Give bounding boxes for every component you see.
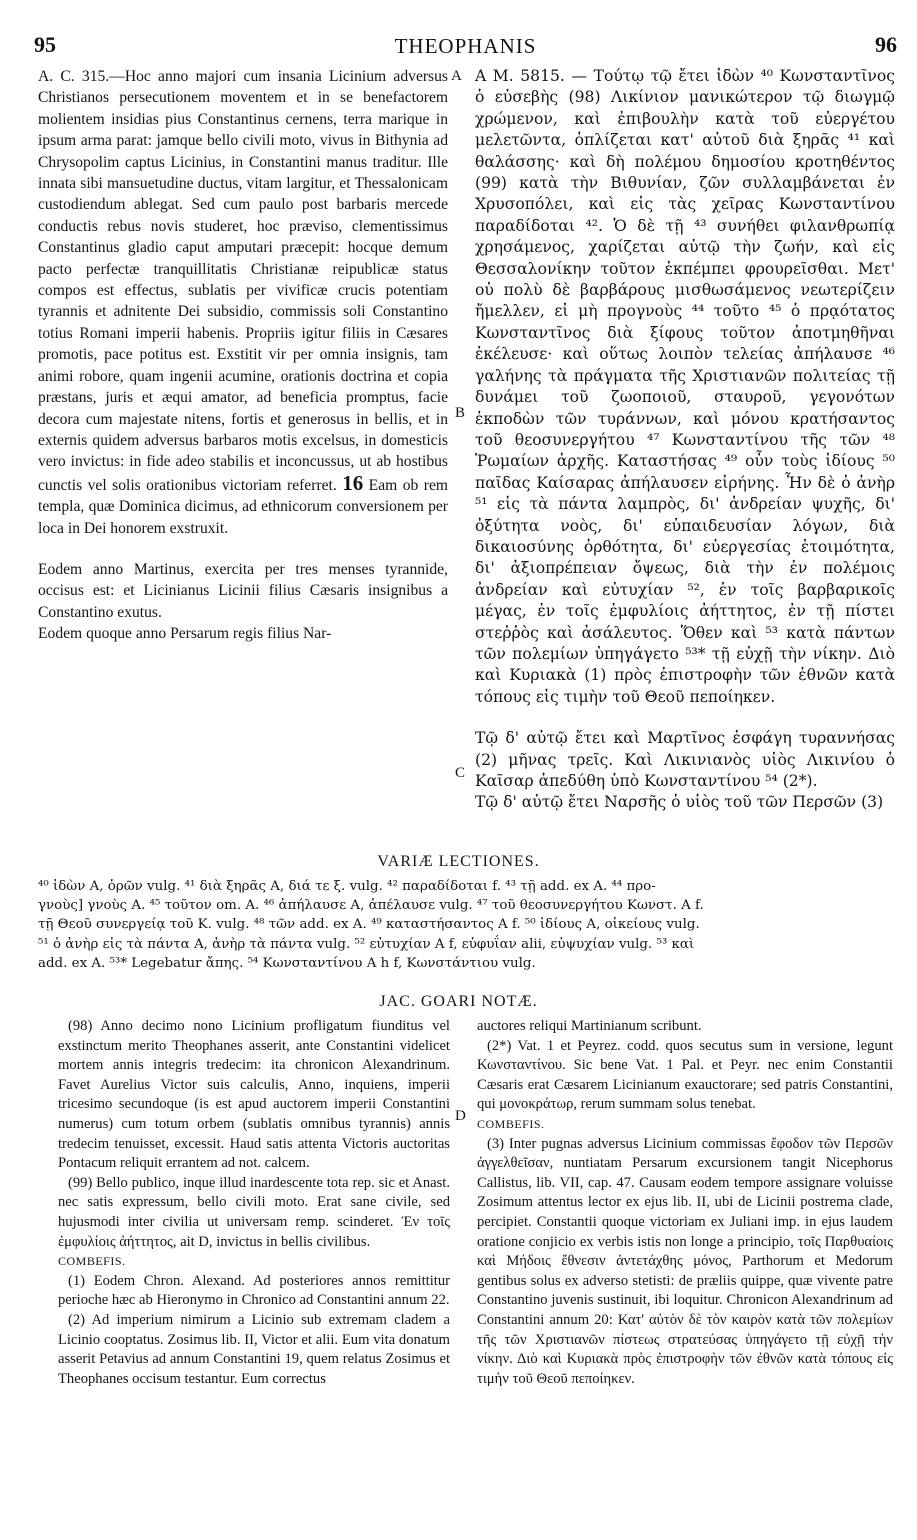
page-number-right: 96 <box>875 32 897 57</box>
margin-marker-b: B <box>455 405 466 421</box>
column-number-marker: 16 <box>342 470 364 495</box>
page-number-left: 95 <box>34 32 56 57</box>
variant-line: τῇ Θεοῦ συνεργείᾳ τοῦ K. vulg. ⁴⁸ τῶν add. ex A. ⁴⁹ καταστήσαντος A f. ⁵⁰ ἰδίους A, οἰκείους vulg. <box>38 917 700 933</box>
latin-paragraph <box>38 66 448 539</box>
paragraph-gap <box>475 708 895 728</box>
greek-column <box>475 66 895 814</box>
note-signature: COMBEFIS. <box>477 1116 545 1131</box>
margin-marker-c: C <box>455 765 466 781</box>
note-2-continued: auctores reliqui Martinianum scribunt. <box>477 1018 702 1034</box>
greek-paragraph: Α Μ. 5815. — Τούτῳ τῷ ἔτει ἰδὼν ⁴⁰ Κωνσταντῖνος ὁ εὐσεβὴς (98) Λικίνιον μανικώτερον τῷ διωγμῷ χρώμενον, καὶ ἐπιβουλὴν κατὰ τοῦ εὐεργέτου μελετῶντα, ὁπλίζεται κατ' αὐτοῦ διὰ ξηρᾶς ⁴¹ καὶ θαλάσσης· καὶ δὴ πολέμου δημοσίου κροτηθέντος (99) κατὰ τὴν Βιθυνίαν, ζῶν συλλαμβάνεται ἐν Χρυσοπόλει, καὶ εἰς τὰς χεῖρας Κωνσταντίνου παραδίδοται ⁴². Ὁ δὲ τῇ ⁴³ συνήθει φιλανθρωπίᾳ χρησάμενος, χαρίζεται αὐτῷ τὴν ζωήν, καὶ εἰς Θεσσαλονίκην τοῦτον ἐκπέμπει φρουρεῖσθαι. Μετ' οὐ πολὺ δὲ βαρβάρους μισθωσάμενος νεωτερίζειν ἤμελλεν, εἰ μὴ προγνοὺς ⁴⁴ τοῦτο ⁴⁵ ὁ πρᾳότατος Κωνσταντῖνος διὰ ξίφους τοῦτον ἀποτμηθῆναι ἐκέλευσε· καὶ οὕτως λοιπὸν τελείας ἀπήλαυσε ⁴⁶ γαλήνης τὰ πράγματα τῆς Χριστιανῶν πολιτείας τῇ δυνάμει τοῦ ζωοποιοῦ, σταυροῦ, γεγονότων ἐκποδὼν τῶν τυράννων, καὶ μόνου κρατήσαντος τοῦ θεοσυνεργήτου ⁴⁷ Κωνσταντίνου τῆς τῶν ⁴⁸ Ῥωμαίων ἀρχῆς. Καταστήσας ⁴⁹ οὖν τοὺς ἰδίους ⁵⁰ παῖδας Καίσαρας ἀπήλαυσεν εἰρήνης. Ἦν δὲ ὁ ἀνὴρ ⁵¹ εἰς τὰ πάντα λαμπρὸς, δι' ἀνδρείαν ψυχῆς, δι' ὀξύτητα νοὸς, δι' εὐπαιδευσίαν λόγων, διὰ δικαιοσύνης ὀρθότητα, δι' εὐεργεσίας ἑτοιμότητα, δι' ἀξιοπρέπειαν ὄψεως, διὰ τὴν ἐν πολέμοις ἀνδρείαν καὶ εὐτυχίαν ⁵², ἐν τοῖς βαρβαρικοῖς μέγας, ἐν τοῖς ἐμφυλίοις ἀήττητος, ἐν τῇ πίστει στεῤῥὸς καὶ ἀσάλευτος. Ὅθεν καὶ ⁵³ κατὰ πάντων τῶν πολεμίων ὑπηγάγετο ⁵³* τῇ εὐχῇ τὴν νίκην. Διὸ καὶ Κυριακὰ (1) πρὸς ἐπιστροφὴν τῶν ἐθνῶν κατὰ τόπους εἰς τιμὴν τοῦ Θεοῦ πεποίηκεν. <box>475 67 895 706</box>
note-99: (99) Bello publico, inque illud inardescente tota rep. sic et Anast. nec satis expressum, bello civili moto. Erat sane civile, sed hujusmodi inter civilia ut universam remp. scinderet. Ἐν τοῖς ἐμφυλίοις ἀήττητος, ait D, invictus in bellis civilibus. <box>58 1174 450 1250</box>
variant-line: add. ex A. ⁵³* Legebatur ἄπης. ⁵⁴ Κωνσταντίνου A h f, Κωνστάντιου vulg. <box>38 955 536 971</box>
greek-paragraph-narses: Τῷ δ' αὐτῷ ἔτει Ναρσῆς ὁ υἱὸς τοῦ τῶν Περσῶν (3) <box>475 793 884 812</box>
margin-marker-a: A <box>451 68 462 84</box>
latin-paragraph-narses: Eodem quoque anno Persarum regis filius Nar- <box>38 625 332 643</box>
notes-right-column <box>477 1017 893 1389</box>
note-1: (1) Eodem Chron. Alexand. Ad posteriores annos remittitur perioche hæc ab Hieronymo in Chronico ad Constantini annum 22. <box>58 1272 450 1309</box>
latin-column <box>38 66 448 645</box>
latin-text-end: Eam ob rem templa, quæ Dominica dicimus, ad ethnicorum conversionem per loca in Dei honorem exstruxit. <box>38 476 448 537</box>
note-signature: COMBEFIS. <box>58 1254 126 1269</box>
greek-paragraph-martinus: Τῷ δ' αὐτῷ ἔτει καὶ Μαρτῖνος ἐσφάγη τυραννήσας (2) μῆνας τρεῖς. Καὶ Λικινιανὸς υἱὸς Λικινίου ὁ Καῖσαρ ἀπεδύθη ὑπὸ Κωνσταντίνου ⁵⁴ (2*). <box>475 729 895 790</box>
variant-line: ⁴⁰ ἰδὼν A, ὁρῶν vulg. ⁴¹ διὰ ξηρᾶς A, διά τε ξ. vulg. ⁴² παραδίδοται f. ⁴³ τῇ add. ex A. ⁴⁴ προ- <box>38 879 656 894</box>
variae-lectiones-heading: VARIÆ LECTIONES. <box>377 853 540 870</box>
variae-lectiones <box>38 877 890 973</box>
note-2-star: (2*) Vat. 1 et Peyrez. codd. quos secutus sum in versione, legunt Κωνσταντίνου. Sic bene Vat. 1 Pal. et Peyr. nec enim Constantii Cæsaris erat Cæsarem Licinianum exauctorare; sed patris Constantini, qui μονοκράτωρ, rerum summam solus tenebat. <box>477 1037 893 1113</box>
note-3: (3) Inter pugnas adversus Licinium commissas ἔφοδον τῶν Περσῶν ἀγγελθεῖσαν, nuntiatam Persarum excursionem tangit Nicephorus Callistus, lib. VII, cap. 47. Causam eodem tempore assignare voluisse Zosimum attentus lector ex ejus lib. II, ubi de Licinii postrema clade, percipiet. Constantii quoque victoriam ex Juliani imp. in ejus laudem oratione conjicio ex verbis istis non longe a principio, τοῖς Παρθυαίοις καὶ Μήδοις ἔθνεσιν ἀντετάχθης μόνος, Parthorum et Medorum gentibus solus ex adverso stetisti: de præliis quippe, quæ vivente patre Constantino juvenis sustinuit, ibi loquitur. Chronicon Alexandrinum ad Constantini annum 20: Κατ' αὐτὸν δὲ τὸν καιρὸν κατὰ τῶν πολεμίων τῆς τῶν Χριστιανῶν πίστεως στρατεύσας ὑπηγάγετο τῇ εὐχῇ τὴν νίκην. Διὸ καὶ Κυριακὰ πρὸς ἐπιστροφὴν τῶν ἐθνῶν κατὰ τόπους εἰς τιμὴν τοῦ Θεοῦ πεποίηκεν. <box>477 1135 893 1387</box>
notes-heading: JAC. GOARI NOTÆ. <box>379 993 538 1010</box>
latin-paragraph-martinus: Eodem anno Martinus, exercita per tres menses tyrannide, occisus est: et Licinianus Licinii filius Cæsaris insignibus a Constantino exutus. <box>38 560 448 621</box>
note-2: (2) Ad imperium nimirum a Licinio sub extremam cladem a Licinio cooptatus. Zosimus lib. II, Victor et alii. Eum vita donatum asserit Petavius ad annum Constantini 19, quem relatus Zosimus et Theophanes occisum testantur. Eum correctus <box>58 1311 450 1387</box>
margin-marker-d: D <box>455 1108 466 1124</box>
notes-left-column <box>58 1017 450 1389</box>
paragraph-gap <box>38 539 448 559</box>
variant-line: γνοὺς] γνοὺς A. ⁴⁵ τοῦτον om. A. ⁴⁶ ἀπήλαυσε A, ἀπέλαυσε vulg. ⁴⁷ τοῦ θεοσυνεργήτου Κωνστ. A f. <box>38 898 704 914</box>
variant-line: ⁵¹ ὁ ἀνὴρ εἰς τὰ πάντα A, ἀνὴρ τὰ πάντα vulg. ⁵² εὐτυχίαν A f, εὐφυΐαν alii, εὐψυχίαν vulg. ⁵³ καὶ <box>38 936 695 952</box>
running-title: THEOPHANIS <box>394 34 537 58</box>
page-header <box>34 32 897 60</box>
latin-text: A. C. 315.—Hoc anno majori cum insania Licinium adversus Christianos persecutionem moventem et in se benefactorem molientem insidias pius Constantinus cernens, terra marique in ipsum arma parat: jamque bello civili moto, vivus in Bithynia ad Chrysopolim captus Licinius, in Constantini manus traditur. Ille innata sibi mansuetudine ductus, vitam largitur, et Thessalonicam custodiendum ablegat. Sed cum paulo post barbaris mercede conductis rebus novis studeret, hoc præviso, clementissimus Constantinus gladio caput amputari præcepit: hocque demum pacto perfectæ tranquillitatis Christianæ reipublicæ status compos est effectus, sublatis per vivificæ crucis potentiam tyrannis et adnitente Dei subsidio, commissis soli Constantino totius Romani imperii habenis. Propriis igitur filiis in Cæsares promotis, pace potitus est. Exstitit vir per omnia insignis, tam animi robore, quam ingenii acumine, orationis doctrina et copia præstans, juris et æqui amator, ad beneficia promptus, facie decora cum majestate nitens, fortis et generosus in bellis, et in externis quidem adversus barbaros motis excelsus, in domesticis vero invictus: in fide adeo stabilis et inconcussus, ut ab hostibus cunctis vel solis orationibus victoriam referret. <box>38 68 448 494</box>
note-98: (98) Anno decimo nono Licinium profligatum fiunditus vel exstinctum merito Theophanes asserit, ante Constantini videlicet mortem annis integris tredecim: ita chronicon Alexandrinum. Favet Aurelius Victor suis calculis, Anno, inquiens, imperii tricesimo secundoque (is est apud auctorem imperii Constantini numerus) cum totum orbem (sublatis omnibus tyrannis) annis tredecim tenuisset, excessit. Haud satis attenta Victoris auctoritas Pontacum reliquit errantem ad not. calcem. <box>58 1018 450 1172</box>
